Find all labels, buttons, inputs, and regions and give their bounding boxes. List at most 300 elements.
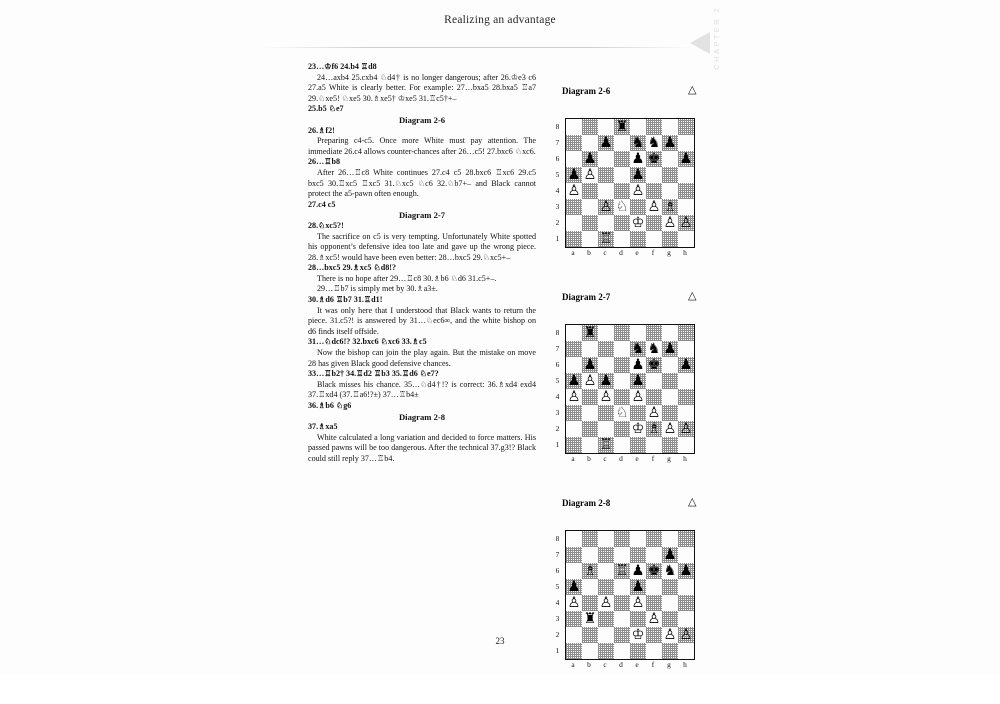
board-square-c4 <box>598 595 614 611</box>
board-square-e8 <box>630 325 646 341</box>
board-square-e8 <box>630 119 646 135</box>
piece-bn-e7: ♞ <box>631 341 645 357</box>
board-square-g6 <box>662 151 678 167</box>
rank-label: 5 <box>555 169 560 179</box>
piece-wn-d3: ♘ <box>615 199 629 215</box>
piece-bn-f7: ♞ <box>647 135 661 151</box>
move-line: 28…bxc5 29.♗xc5 ♘d8!? <box>308 263 397 273</box>
piece-bp-e6: ♟ <box>631 151 645 167</box>
board-square-g5 <box>662 167 678 183</box>
rank-label: 4 <box>555 391 560 401</box>
board-square-g8 <box>662 325 678 341</box>
board-square-d6 <box>614 563 630 579</box>
board-square-g8 <box>662 531 678 547</box>
running-head: Realizing an advantage <box>444 14 556 26</box>
board-square-c6 <box>598 151 614 167</box>
board-square-c3 <box>598 199 614 215</box>
piece-bp-g7: ♟ <box>663 135 677 151</box>
board-square-a5 <box>566 373 582 389</box>
move-line: 27.c4 c5 <box>308 199 336 209</box>
piece-bp-c7: ♟ <box>599 135 613 151</box>
board-square-g6 <box>662 357 678 373</box>
board-square-h3 <box>678 405 694 421</box>
board-square-g2 <box>662 421 678 437</box>
file-label: c <box>603 248 607 257</box>
move-line: 31…♘dc6!? 32.bxc6 ♘xc6 33.♗c5 <box>308 337 427 347</box>
board-square-b3 <box>582 611 598 627</box>
move-line: 30.♗d6 ♖b7 31.♖d1! <box>308 295 383 305</box>
board-square-h5 <box>678 373 694 389</box>
board-square-f7 <box>646 135 662 151</box>
piece-wp-f3: ♙ <box>647 611 661 627</box>
board-square-a1 <box>566 231 582 247</box>
header-divider <box>258 47 698 48</box>
piece-wp-e4: ♙ <box>631 183 645 199</box>
board-square-b1 <box>582 437 598 453</box>
board-square-b5 <box>582 373 598 389</box>
board-square-a4 <box>566 595 582 611</box>
rank-label: 5 <box>555 375 560 385</box>
piece-wp-f3: ♙ <box>647 405 661 421</box>
board-square-b6 <box>582 357 598 373</box>
board-square-f4 <box>646 595 662 611</box>
board-square-a6 <box>566 151 582 167</box>
board-square-a2 <box>566 215 582 231</box>
piece-bp-h6: ♟ <box>679 563 693 579</box>
file-label: h <box>683 454 687 463</box>
piece-wb-g3: ♗ <box>663 199 677 215</box>
piece-wp-e4: ♙ <box>631 595 645 611</box>
piece-wk-e2: ♔ <box>631 421 645 437</box>
board-square-b7 <box>582 547 598 563</box>
board-square-f8 <box>646 325 662 341</box>
board-square-f8 <box>646 119 662 135</box>
board-square-d4 <box>614 595 630 611</box>
diagram-title: Diagram 2-8 <box>562 498 611 508</box>
board-square-f3 <box>646 199 662 215</box>
board-square-e7 <box>630 135 646 151</box>
piece-bp-b6: ♟ <box>583 151 597 167</box>
board-square-c8 <box>598 531 614 547</box>
board-square-d5 <box>614 373 630 389</box>
board-square-c2 <box>598 421 614 437</box>
piece-wp-g2: ♙ <box>663 421 677 437</box>
board-square-h4 <box>678 595 694 611</box>
board-square-f4 <box>646 389 662 405</box>
board-wrapper <box>552 102 712 262</box>
file-label: e <box>635 660 639 669</box>
board-square-c8 <box>598 325 614 341</box>
board-square-f8 <box>646 531 662 547</box>
body-paragraph: Preparing c4-c5. Once more White must pay attention. The immediate 26.c4 allows counter-chances after 26…c5! 27.bxc6 ♘xc6. <box>308 136 536 156</box>
board-square-g2 <box>662 215 678 231</box>
board-square-d5 <box>614 579 630 595</box>
piece-wp-c4: ♙ <box>599 595 613 611</box>
board-square-e5 <box>630 167 646 183</box>
piece-bp-e5: ♟ <box>631 167 645 183</box>
board-square-h7 <box>678 547 694 563</box>
board-square-f3 <box>646 405 662 421</box>
file-label: g <box>667 454 671 463</box>
rank-label: 7 <box>555 137 560 147</box>
piece-bp-a5: ♟ <box>567 373 581 389</box>
file-label: a <box>571 454 575 463</box>
rank-label: 8 <box>555 327 560 337</box>
piece-bp-h6: ♟ <box>679 151 693 167</box>
board-square-g3 <box>662 405 678 421</box>
board-square-g7 <box>662 547 678 563</box>
piece-bk-f6: ♚ <box>647 563 661 579</box>
board-square-f5 <box>646 373 662 389</box>
board-square-h8 <box>678 325 694 341</box>
board-square-c4 <box>598 183 614 199</box>
board-square-e6 <box>630 151 646 167</box>
chess-board <box>565 324 695 454</box>
body-paragraph: It was only here that I understood that Black wants to return the piece. 31.c5?! is answered by 31…♘ec6∞, and the white bishop on d6 finds itself offside. <box>308 305 536 336</box>
board-square-f1 <box>646 231 662 247</box>
board-square-e4 <box>630 595 646 611</box>
file-label: g <box>667 660 671 669</box>
diagram-caption: Diagram 2-8 <box>398 411 446 422</box>
board-square-a3 <box>566 405 582 421</box>
board-square-d6 <box>614 357 630 373</box>
board-square-b6 <box>582 563 598 579</box>
board-square-b8 <box>582 119 598 135</box>
body-paragraph: 29…♖b7 is simply met by 30.♗a3±. <box>317 284 438 294</box>
chess-diagram <box>552 292 722 478</box>
board-square-a4 <box>566 183 582 199</box>
board-square-g1 <box>662 231 678 247</box>
piece-wp-c4: ♙ <box>599 389 613 405</box>
board-square-e6 <box>630 563 646 579</box>
rank-label: 3 <box>555 201 560 211</box>
board-square-f3 <box>646 611 662 627</box>
piece-br-d8: ♜ <box>615 119 629 135</box>
chapter-tab-label: CHAPTER 2 <box>712 6 721 70</box>
board-square-f4 <box>646 183 662 199</box>
diagram-header <box>552 498 722 514</box>
white-to-move-triangle-icon: △ <box>688 290 697 302</box>
board-square-h5 <box>678 579 694 595</box>
move-line: 23…♔f6 24.b4 ♖d8 <box>308 62 377 71</box>
diagram-column <box>552 86 722 704</box>
file-label: d <box>619 454 623 463</box>
body-paragraph: 24…axb4 25.cxb4 ♘d4† is no longer dangerous; after 26.♔e3 c6 27.a5 White is clearly better. For example: 27…bxa5 28.bxa5 ♖a7 29.♘xe5! ♘xe5 30.♗xe5† ♔xe5 31.♖c5†+– <box>308 72 536 103</box>
file-labels <box>565 454 693 466</box>
piece-bp-g7: ♟ <box>663 547 677 563</box>
file-label: e <box>635 248 639 257</box>
board-square-c8 <box>598 119 614 135</box>
board-square-f1 <box>646 437 662 453</box>
board-square-d3 <box>614 405 630 421</box>
piece-wk-e2: ♔ <box>631 627 645 643</box>
board-wrapper <box>552 514 712 674</box>
rank-label: 4 <box>555 597 560 607</box>
piece-bn-f7: ♞ <box>647 341 661 357</box>
board-square-g4 <box>662 389 678 405</box>
piece-br-b3: ♜ <box>583 611 597 627</box>
board-square-b4 <box>582 389 598 405</box>
board-square-c1 <box>598 231 614 247</box>
board-square-c6 <box>598 357 614 373</box>
file-label: f <box>651 248 655 257</box>
board-square-d1 <box>614 437 630 453</box>
board-square-b2 <box>582 421 598 437</box>
piece-wp-h2: ♙ <box>679 215 693 231</box>
piece-bp-h6: ♟ <box>679 357 693 373</box>
board-square-h5 <box>678 167 694 183</box>
board-square-c3 <box>598 611 614 627</box>
rank-label: 7 <box>555 343 560 353</box>
board-square-h4 <box>678 389 694 405</box>
board-square-e2 <box>630 421 646 437</box>
piece-br-b8: ♜ <box>583 325 597 341</box>
board-square-h8 <box>678 119 694 135</box>
piece-wp-a4: ♙ <box>567 183 581 199</box>
board-square-h2 <box>678 215 694 231</box>
piece-bp-e5: ♟ <box>631 579 645 595</box>
piece-wp-h2: ♙ <box>679 421 693 437</box>
board-square-e1 <box>630 231 646 247</box>
rank-label: 1 <box>555 233 560 243</box>
board-square-e3 <box>630 199 646 215</box>
board-square-a5 <box>566 167 582 183</box>
rank-label: 6 <box>555 153 560 163</box>
move-line: 26…♖b8 <box>308 157 340 167</box>
chapter-tab <box>690 2 730 80</box>
piece-wb-f2: ♗ <box>647 421 661 437</box>
board-square-d6 <box>614 151 630 167</box>
board-square-a5 <box>566 579 582 595</box>
board-square-g5 <box>662 373 678 389</box>
chess-board <box>565 118 695 248</box>
piece-wb-b6: ♗ <box>583 563 597 579</box>
rank-labels <box>552 118 563 246</box>
text-column <box>308 62 536 465</box>
board-square-g8 <box>662 119 678 135</box>
piece-bn-g6: ♞ <box>663 563 677 579</box>
rank-labels <box>552 324 563 452</box>
board-square-a2 <box>566 421 582 437</box>
board-square-c3 <box>598 405 614 421</box>
board-square-h6 <box>678 563 694 579</box>
board-square-e3 <box>630 611 646 627</box>
rank-label: 2 <box>555 217 560 227</box>
board-square-h7 <box>678 135 694 151</box>
board-square-a1 <box>566 437 582 453</box>
board-square-a3 <box>566 199 582 215</box>
board-square-b6 <box>582 151 598 167</box>
board-square-g3 <box>662 611 678 627</box>
body-paragraph: Black misses his chance. 35…♘d4†!? is correct: 36.♗xd4 exd4 37.♖xd4 (37.♖a6!?±) 37…♖b4± <box>308 379 536 400</box>
file-label: a <box>571 248 575 257</box>
board-square-b4 <box>582 183 598 199</box>
board-square-f6 <box>646 151 662 167</box>
piece-wk-e2: ♔ <box>631 215 645 231</box>
file-label: e <box>635 454 639 463</box>
file-label: g <box>667 248 671 257</box>
board-square-h6 <box>678 151 694 167</box>
piece-bp-a5: ♟ <box>567 579 581 595</box>
board-square-d1 <box>614 231 630 247</box>
rank-label: 3 <box>555 407 560 417</box>
move-line: 25.b5 ♘e7 <box>308 104 344 114</box>
board-square-c2 <box>598 215 614 231</box>
board-square-g4 <box>662 595 678 611</box>
board-square-f2 <box>646 215 662 231</box>
board-square-e4 <box>630 183 646 199</box>
piece-wr-c1: ♖ <box>599 437 613 453</box>
board-square-a8 <box>566 119 582 135</box>
board-square-e1 <box>630 437 646 453</box>
chess-diagram <box>552 86 722 272</box>
rank-label: 1 <box>555 439 560 449</box>
board-square-d7 <box>614 135 630 151</box>
move-line: 33…♖b2† 34.♖d2 ♖b3 35.♖d6 ♘e7? <box>308 369 439 379</box>
diagram-header <box>552 86 722 102</box>
file-label: d <box>619 660 623 669</box>
board-square-f5 <box>646 167 662 183</box>
board-square-a7 <box>566 135 582 151</box>
board-square-c1 <box>598 437 614 453</box>
rank-label: 4 <box>555 185 560 195</box>
board-square-b8 <box>582 531 598 547</box>
board-square-c5 <box>598 167 614 183</box>
board-square-b3 <box>582 199 598 215</box>
diagram-header <box>552 292 722 308</box>
board-square-d3 <box>614 199 630 215</box>
board-square-f6 <box>646 563 662 579</box>
rank-label: 5 <box>555 581 560 591</box>
file-label: f <box>651 660 655 669</box>
board-square-g7 <box>662 341 678 357</box>
board-square-c5 <box>598 579 614 595</box>
board-square-h6 <box>678 357 694 373</box>
file-label: d <box>619 248 623 257</box>
board-square-a3 <box>566 611 582 627</box>
board-square-h2 <box>678 421 694 437</box>
board-square-g1 <box>662 437 678 453</box>
rank-label: 7 <box>555 549 560 559</box>
board-square-b5 <box>582 167 598 183</box>
piece-wp-f3: ♙ <box>647 199 661 215</box>
piece-wn-d3: ♘ <box>615 405 629 421</box>
board-square-g6 <box>662 563 678 579</box>
piece-wp-b5: ♙ <box>583 167 597 183</box>
board-square-f7 <box>646 547 662 563</box>
board-square-b1 <box>582 231 598 247</box>
board-square-h8 <box>678 531 694 547</box>
file-label: h <box>683 660 687 669</box>
rank-label: 6 <box>555 359 560 369</box>
file-label: b <box>587 248 591 257</box>
diagram-caption: Diagram 2-7 <box>398 210 446 221</box>
move-line: 26.♗f2! <box>308 125 335 135</box>
board-square-c7 <box>598 547 614 563</box>
board-square-g3 <box>662 199 678 215</box>
piece-wp-e4: ♙ <box>631 389 645 405</box>
piece-bp-c5: ♟ <box>599 373 613 389</box>
piece-bp-e5: ♟ <box>631 373 645 389</box>
file-label: a <box>571 660 575 669</box>
page-number: 23 <box>495 636 505 646</box>
board-square-a8 <box>566 325 582 341</box>
piece-bp-a5: ♟ <box>567 167 581 183</box>
board-square-a8 <box>566 531 582 547</box>
piece-wp-c3: ♙ <box>599 199 613 215</box>
piece-wp-b5: ♙ <box>583 373 597 389</box>
board-square-h3 <box>678 199 694 215</box>
piece-wr-c1: ♖ <box>599 231 613 247</box>
board-square-d2 <box>614 215 630 231</box>
rank-label: 2 <box>555 629 560 639</box>
file-labels <box>565 248 693 260</box>
board-square-e7 <box>630 341 646 357</box>
board-square-f5 <box>646 579 662 595</box>
piece-bp-g7: ♟ <box>663 341 677 357</box>
piece-bp-e6: ♟ <box>631 563 645 579</box>
body-paragraph: Now the bishop can join the play again. But the mistake on move 28 has given Black good defensive chances. <box>308 348 536 368</box>
board-square-a4 <box>566 389 582 405</box>
file-labels <box>565 660 693 672</box>
board-square-h1 <box>678 231 694 247</box>
board-square-e4 <box>630 389 646 405</box>
board-square-d8 <box>614 531 630 547</box>
board-square-a7 <box>566 341 582 357</box>
file-label: h <box>683 248 687 257</box>
white-to-move-triangle-icon: △ <box>688 496 697 508</box>
piece-bk-f6: ♚ <box>647 151 661 167</box>
board-square-e8 <box>630 531 646 547</box>
board-square-h4 <box>678 183 694 199</box>
board-square-d7 <box>614 341 630 357</box>
board-wrapper <box>552 308 712 468</box>
board-square-a6 <box>566 357 582 373</box>
board-square-b8 <box>582 325 598 341</box>
board-square-d4 <box>614 389 630 405</box>
board-square-e3 <box>630 405 646 421</box>
board-square-c7 <box>598 341 614 357</box>
body-paragraph: After 26…♖c8 White continues 27.c4 c5 28.bxc6 ♖xc6 29.c5 bxc5 30.♖xc5 ♖xc5 31.♘xc5 ♘c6 32.♘b7+– and Black cannot protect the a5-pawn often enough. <box>308 167 536 199</box>
board-square-e5 <box>630 373 646 389</box>
board-square-g5 <box>662 579 678 595</box>
piece-wr-d6: ♖ <box>615 563 629 579</box>
board-square-h3 <box>678 611 694 627</box>
file-label: c <box>603 660 607 669</box>
file-label: f <box>651 454 655 463</box>
file-label: c <box>603 454 607 463</box>
rank-label: 6 <box>555 565 560 575</box>
piece-wp-a4: ♙ <box>567 595 581 611</box>
body-paragraph: White calculated a long variation and decided to force matters. His passed pawns will be too dangerous. After the technical 37.g3!? Black could still reply 37…♖b4. <box>308 432 536 463</box>
board-square-b3 <box>582 405 598 421</box>
board-square-d5 <box>614 167 630 183</box>
piece-wp-g2: ♙ <box>663 215 677 231</box>
rank-label: 8 <box>555 533 560 543</box>
move-line: 28.♘xc5?! <box>308 220 344 230</box>
body-paragraph: The sacrifice on c5 is very tempting. Unfortunately White spotted his opponent’s defensive idea too late and gave up the wrong piece. 28.♗xc5! would have been even better: 28…bxc5 29.♘xc5+– <box>308 231 536 262</box>
board-square-b4 <box>582 595 598 611</box>
rank-label: 3 <box>555 613 560 623</box>
board-square-c6 <box>598 563 614 579</box>
board-square-c5 <box>598 373 614 389</box>
board-square-c7 <box>598 135 614 151</box>
chess-diagram <box>552 498 722 684</box>
board-square-g7 <box>662 135 678 151</box>
board-square-a6 <box>566 563 582 579</box>
rank-label: 8 <box>555 121 560 131</box>
piece-wp-g2: ♙ <box>663 627 677 643</box>
